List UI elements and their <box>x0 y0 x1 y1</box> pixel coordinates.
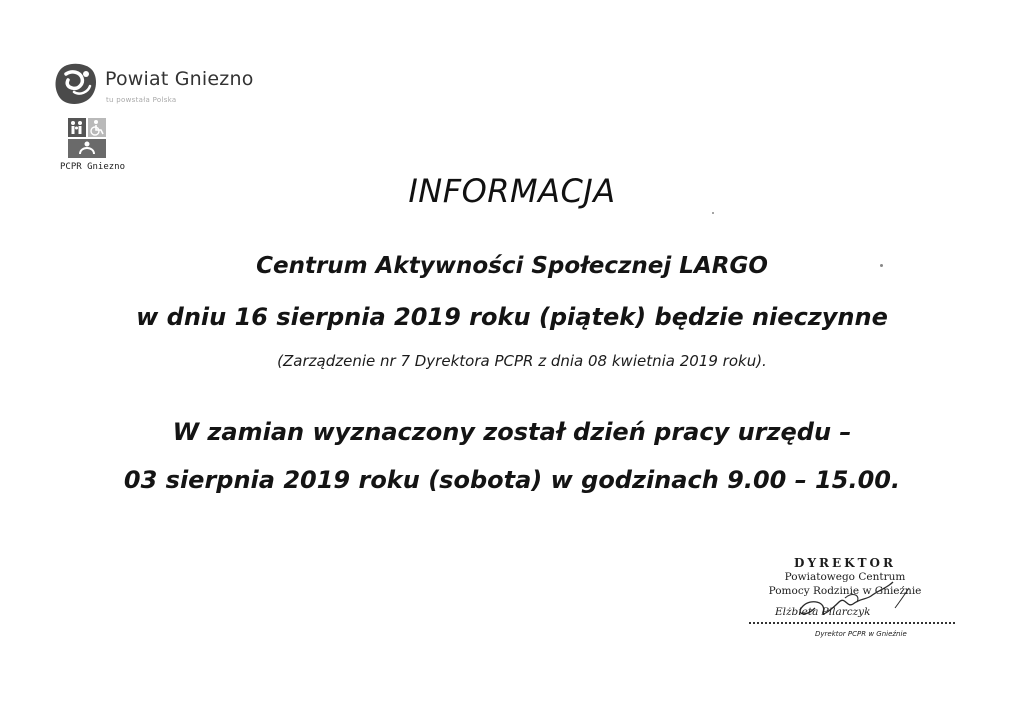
family-disability-icon <box>68 118 106 158</box>
stamp-director-name: Elżbieta Pilarczyk <box>775 606 871 618</box>
stamp-title: DYREKTOR <box>794 556 896 570</box>
pcpr-caption: PCPR Gniezno <box>60 162 126 172</box>
notice-line-center-name: Centrum Aktywności Społecznej LARGO <box>256 253 768 279</box>
county-tagline: tu powstała Polska <box>106 96 177 104</box>
page-title: INFORMACJA <box>408 172 616 210</box>
scan-speck <box>712 212 714 214</box>
stamp-line-2: Pomocy Rodzinie w Gnieźnie <box>768 585 922 597</box>
director-stamp <box>745 556 965 666</box>
powiat-gniezno-logo <box>52 60 282 114</box>
pcpr-logo <box>60 118 130 180</box>
stamp-line-1: Powiatowego Centrum <box>784 571 906 583</box>
handwritten-signature <box>775 578 925 626</box>
notice-line-replacement: W zamian wyznaczony został dzień pracy urzędu – <box>172 418 852 446</box>
stamp-director-role: Dyrektor PCPR w Gnieźnie <box>815 630 907 638</box>
signature-dotted-line <box>749 622 955 624</box>
county-emblem-icon <box>52 60 100 108</box>
county-name: Powiat Gniezno <box>105 68 254 90</box>
notice-line-regulation: (Zarządzenie nr 7 Dyrektora PCPR z dnia 08 kwietnia 2019 roku). <box>277 352 767 370</box>
scan-speck <box>880 264 883 267</box>
notice-line-working-hours: 03 sierpnia 2019 roku (sobota) w godzinach 9.00 – 15.00. <box>123 466 901 494</box>
notice-line-closure-date: w dniu 16 sierpnia 2019 roku (piątek) będzie nieczynne <box>136 303 888 331</box>
